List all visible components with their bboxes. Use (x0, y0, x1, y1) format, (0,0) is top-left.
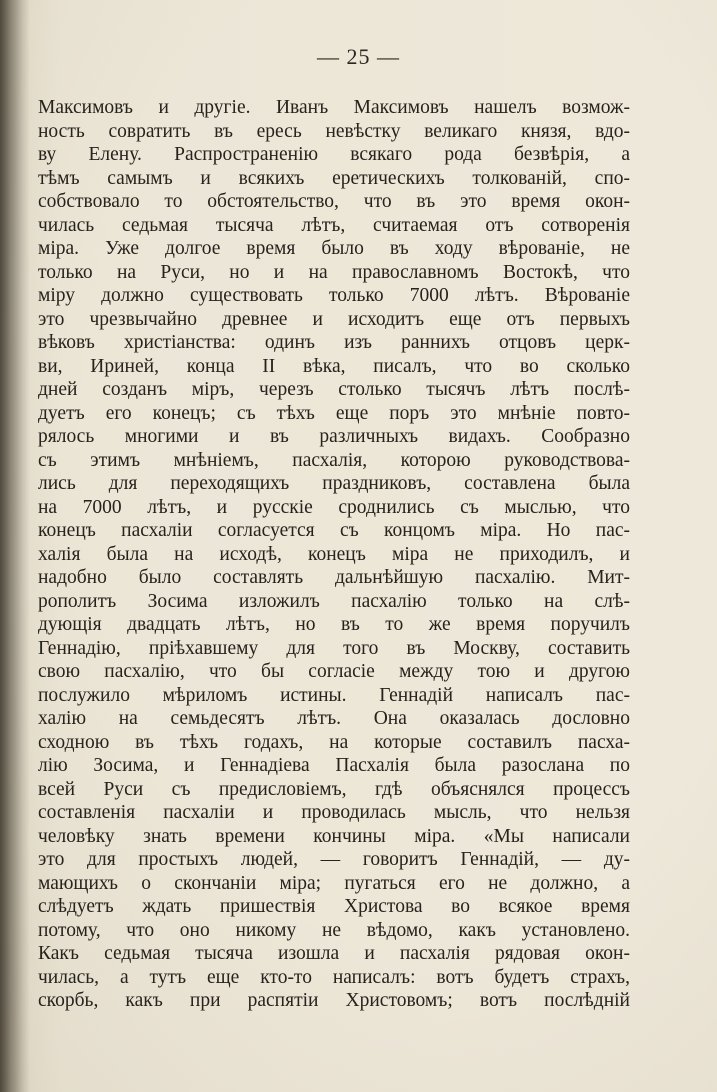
text-line: міру должно существовать только 7000 лѣтъ. Вѣрованіе (38, 285, 630, 306)
text-line: чилась седьмая тысяча лѣтъ, считаемая отъ сотворенія (38, 214, 630, 236)
text-line: послужило мѣриломъ истины. Геннадій написалъ пас- (38, 684, 630, 706)
text-line: лись для переходящихъ праздниковъ, составлена была (38, 473, 630, 494)
text-line: это для простыхъ людей, — говоритъ Геннадій, — ду- (38, 849, 630, 870)
text-line: тѣмъ самымъ и всякихъ еретическихъ толкованій, спо- (38, 167, 630, 189)
text-line: лію Зосима, и Геннадіева Пасхалія была разослана по (38, 755, 630, 776)
text-line: Геннадію, пріѣхавшему для того въ Москву, составить (38, 637, 630, 659)
text-line: мающихъ о скончаніи міра; пугаться его не должно, а (38, 872, 630, 894)
text-line: всей Руси съ предисловіемъ, гдѣ объяснялся процессъ (38, 778, 630, 800)
text-line: слѣдуетъ ждать пришествія Христова во всякое время (38, 896, 630, 917)
text-line: рополитъ Зосима изложилъ пасхалію только на слѣ- (38, 590, 630, 612)
binding-gutter-shadow (0, 0, 30, 1092)
text-line: скорбь, какъ при распятіи Христовомъ; вотъ послѣдній (38, 990, 630, 1011)
text-line: ви, Ириней, конца II вѣка, писалъ, что во сколько (38, 355, 630, 377)
text-line: это чрезвычайно древнее и исходитъ еще отъ первыхъ (38, 308, 630, 330)
text-line: собствовало то обстоятельство, что въ это время окон- (38, 191, 630, 212)
text-line: надобно было составлять дальнѣйшую пасхалію. Мит- (38, 567, 630, 588)
text-line: сходною въ тѣхъ годахъ, на которые составилъ пасха- (38, 731, 630, 753)
text-line: на 7000 лѣтъ, и русскіе сроднились съ мыслью, что (38, 496, 630, 518)
text-line: міра. Уже долгое время было въ ходу вѣрованіе, не (38, 238, 630, 259)
text-line: человѣку знать времени кончины міра. «Мы написали (38, 825, 630, 847)
text-line: Какъ седьмая тысяча изошла и пасхалія рядовая окон- (38, 943, 630, 964)
text-line: съ этимъ мнѣніемъ, пасхалія, которою руководствова- (38, 449, 630, 471)
text-line: ность совратить въ ересь невѣстку великаго князя, вдо- (38, 120, 630, 142)
text-line: вѣковъ христіанства: одинъ изъ раннихъ отцовъ церк- (38, 332, 630, 353)
text-line: свою пасхалію, что бы согласіе между тою и другою (38, 661, 630, 682)
text-line: чилась, а тутъ еще кто-то написалъ: вотъ будетъ страхъ, (38, 966, 630, 988)
page-body-text (38, 96, 630, 1013)
text-line: конецъ пасхаліи согласуется съ концомъ міра. Но пас- (38, 520, 630, 541)
text-line: Максимовъ и другіе. Иванъ Максимовъ нашелъ возмож- (38, 97, 630, 118)
text-line: ву Елену. Распространенію всякаго рода безвѣрія, а (38, 144, 630, 165)
text-line: только на Руси, но и на православномъ Востокѣ, что (38, 261, 630, 283)
text-line: рялось многими и въ различныхъ видахъ. Сообразно (38, 426, 630, 447)
text-line: дующія двадцать лѣтъ, но въ то же время поручилъ (38, 614, 630, 635)
text-line: составленія пасхаліи и проводилась мысль, что нельзя (38, 802, 630, 823)
page-number: — 25 — (317, 44, 400, 69)
text-line: дней созданъ міръ, черезъ столько тысячъ лѣтъ послѣ- (38, 379, 630, 400)
text-line: халію на семьдесятъ лѣтъ. Она оказалась дословно (38, 708, 630, 729)
text-line: дуетъ его конецъ; съ тѣхъ еще поръ это мнѣніе повто- (38, 402, 630, 424)
text-line: халія была на исходѣ, конецъ міра не приходилъ, и (38, 543, 630, 565)
text-line: потому, что оно никому не вѣдомо, какъ установлено. (38, 919, 630, 941)
